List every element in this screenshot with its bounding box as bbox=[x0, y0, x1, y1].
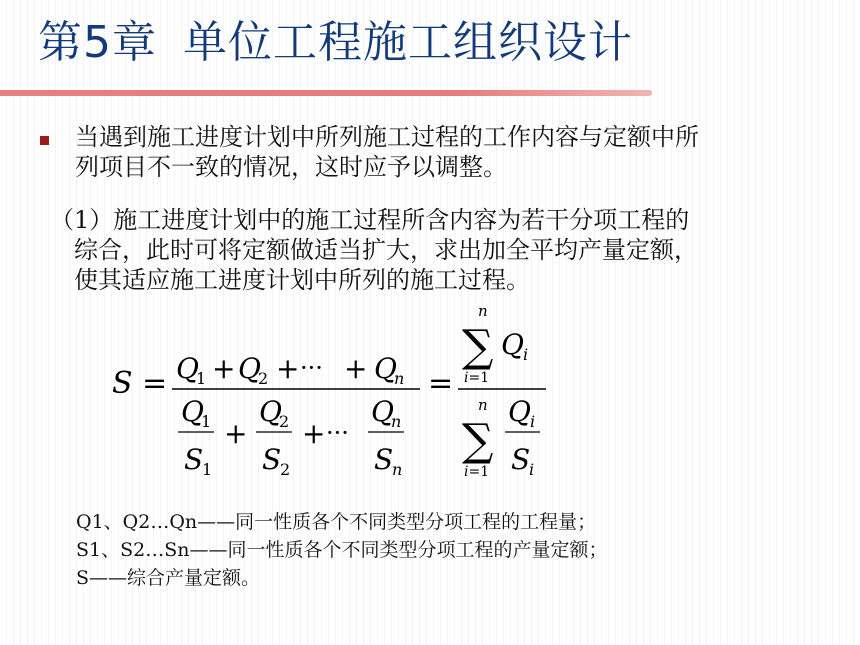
svg-text:n: n bbox=[478, 302, 488, 320]
formula-sum-denominator bbox=[462, 395, 540, 480]
svg-text:S: S bbox=[511, 443, 531, 476]
svg-text:n: n bbox=[392, 460, 403, 479]
note-q-symbols: Q1、Q2…Qn bbox=[76, 511, 198, 533]
svg-text:+: + bbox=[302, 417, 326, 450]
svg-text:Q: Q bbox=[238, 352, 261, 385]
svg-text:2: 2 bbox=[280, 460, 291, 479]
note-s bbox=[76, 536, 607, 564]
formula-denominator bbox=[178, 395, 404, 479]
note-s-total bbox=[76, 564, 607, 592]
svg-text:i: i bbox=[530, 412, 536, 431]
svg-text:+: + bbox=[276, 352, 300, 385]
note-s-total-symbol: S bbox=[76, 567, 90, 589]
note-s-desc: ——同一性质各个不同类型分项工程的产量定额； bbox=[189, 539, 608, 561]
variable-notes bbox=[76, 508, 607, 592]
svg-text:···: ··· bbox=[300, 354, 323, 382]
svg-text:S: S bbox=[374, 443, 394, 476]
note-q-desc: ——同一性质各个不同类型分项工程的工程量； bbox=[197, 511, 597, 533]
numbered-line-3: 使其适应施工进度计划中所列的施工过程。 bbox=[74, 266, 530, 294]
svg-text:+: + bbox=[224, 417, 248, 450]
note-q bbox=[76, 508, 607, 536]
svg-text:Q: Q bbox=[176, 352, 199, 385]
formula-sum-numerator bbox=[462, 302, 528, 386]
formula-equals-2: = bbox=[428, 366, 454, 401]
svg-text:Q: Q bbox=[181, 395, 204, 428]
note-s-total-desc: ——综合产量定额。 bbox=[89, 567, 261, 589]
note-s-symbols: S1、S2…Sn bbox=[76, 539, 190, 561]
formula-equals-1: = bbox=[142, 366, 168, 401]
svg-text:Q: Q bbox=[259, 395, 282, 428]
bullet-line-1: 当遇到施工进度计划中所列施工过程的工作内容与定额中所 bbox=[75, 123, 699, 151]
svg-text:n: n bbox=[391, 412, 402, 431]
svg-text:1: 1 bbox=[202, 460, 213, 479]
chapter-label: 第5章 bbox=[38, 17, 157, 68]
svg-text:n: n bbox=[394, 369, 405, 388]
numbered-line-2: 综合，此时可将定额做适当扩大，求出加全平均产量定额， bbox=[74, 236, 698, 264]
numbered-line-1: （1）施工进度计划中的施工过程所含内容为若干分项工程的 bbox=[50, 206, 690, 234]
svg-text:1: 1 bbox=[201, 412, 212, 431]
svg-text:n: n bbox=[478, 396, 488, 414]
svg-text:Q: Q bbox=[371, 395, 394, 428]
svg-text:Q: Q bbox=[501, 328, 524, 361]
svg-text:+: + bbox=[212, 352, 236, 385]
svg-text:i: i bbox=[529, 460, 535, 479]
svg-text:S: S bbox=[262, 443, 282, 476]
svg-text:···: ··· bbox=[326, 419, 349, 447]
svg-text:i: i bbox=[523, 345, 529, 364]
svg-text:Q: Q bbox=[374, 352, 397, 385]
svg-text:S: S bbox=[184, 443, 204, 476]
svg-text:Q: Q bbox=[508, 395, 531, 428]
formula-lhs: S bbox=[112, 366, 133, 401]
formula-numerator bbox=[176, 352, 404, 388]
chapter-title: 单位工程施工组织设计 bbox=[183, 17, 633, 68]
svg-text:2: 2 bbox=[258, 369, 269, 388]
bullet-line-2: 列项目不一致的情况，这时应予以调整。 bbox=[75, 153, 507, 181]
svg-text:2: 2 bbox=[279, 412, 290, 431]
svg-text:+: + bbox=[344, 352, 368, 385]
svg-text:i=1: i=1 bbox=[464, 370, 490, 386]
svg-text:1: 1 bbox=[196, 369, 207, 388]
svg-text:i=1: i=1 bbox=[464, 464, 490, 480]
svg-text:∑: ∑ bbox=[462, 415, 494, 466]
svg-text:∑: ∑ bbox=[462, 321, 494, 372]
